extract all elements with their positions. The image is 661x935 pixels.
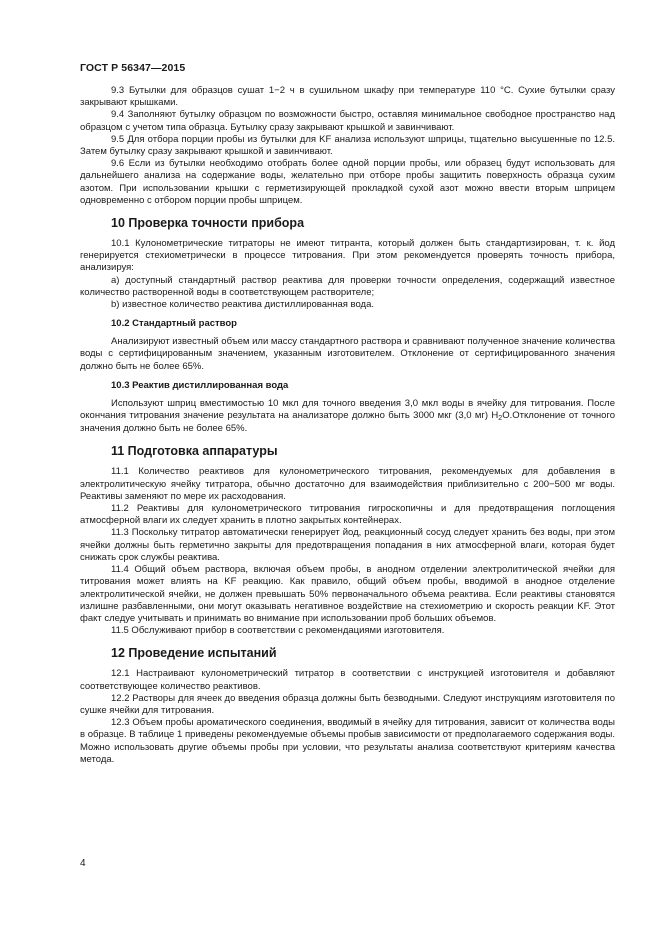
paragraph-11-4: 11.4 Общий объем раствора, включая объем пробы, в анодном отделении электролитической ячейки для титрования может влиять на KF реакцию. Как правило, общий объем пробы, вводимой в анодное отделение электролитической ячейки, не должен превышать 50% первоначального объема реактива. Если реактивы становятся излишне разбавленными, они могут оказывать негативное воздействие на стехиометрию и скорость реакции KF. Этот факт следуе учитывать и принимать во внимание при использовании проб больших объемов. [80, 564, 615, 624]
paragraph-10-2: Анализируют известный объем или массу стандартного раствора и сравнивают полученное значение количества воды с сертифицированным значением, указанным изготовителем. Отклонение от сертифицированного значения должно быть не более 65%. [80, 336, 615, 372]
paragraph-11-1: 11.1 Количество реактивов для кулонометрического титрования, рекомендуемых для добавления в электролитическую ячейку титратора, обычно достаточно для взаимодействия приблизительно с 200−500 мг воды. Реактивы заменяют по мере их расходования. [80, 466, 615, 502]
paragraph-12-1: 12.1 Настраивают кулонометрический титратор в соответствии с инструкцией изготовителя и добавляют соответствующее количество реактивов. [80, 668, 615, 692]
page-number: 4 [80, 858, 86, 869]
paragraph-10-1: 10.1 Кулонометрические титраторы не имеют титранта, который должен быть стандартизирован, т. к. йод генерируется стехиометрически в процессе титрования. При этом рекомендуется проверять точность прибора, анализируя: [80, 238, 615, 274]
paragraph-12-2: 12.2 Растворы для ячеек до введения образца должны быть безводными. Следуют инструкциям изготовителя по сушке ячейки для титрования. [80, 692, 615, 716]
paragraph-10-3 [80, 398, 615, 436]
section-12-title: 12 Проведение испытаний [111, 646, 277, 661]
subsection-10-3-title: 10.3 Реактив дистиллированная вода [111, 379, 289, 391]
paragraph-11-3: 11.3 Поскольку титратор автоматически генерирует йод, реакционный сосуд следует хранить без воды, при этом ячейки должны быть герметично закрыты для предотвращения попадания в них атмосферной влаги, которая будет снижать срок службы реактива. [80, 527, 615, 563]
paragraph-10-3-part-2: O.Отклонение от точного значения должно быть не более 65%. [80, 410, 615, 435]
document-header: ГОСТ Р 56347—2015 [80, 62, 186, 74]
paragraph-11-2: 11.2 Реактивы для кулонометрического титрования гигроскопичны и для предотвращения поглощения атмосферной влаги их следует хранить в плотно закрытых контейнерах. [80, 503, 615, 527]
section-11-title: 11 Подготовка аппаратуры [111, 444, 278, 459]
list-item-a: а) доступный стандартный раствор реактива для проверки точности определения, содержащий известное количество растворенной воды в соответствующем растворителе; [80, 274, 615, 298]
list-item-b: b) известное количество реактива дистиллированная вода. [111, 299, 375, 311]
paragraph-9-3: 9.3 Бутылки для образцов сушат 1−2 ч в сушильном шкафу при температуре 110 °С. Сухие бутылки сразу закрывают крышками. [80, 85, 615, 109]
paragraph-9-6: 9.6 Если из бутылки необходимо отобрать более одной порции пробы, или образец будут использовать для дальнейшего анализа на содержание воды, желательно при отборе пробы защитить поверхность образца сухим азотом. При использовании крышки с герметизирующей прокладкой сухой азот можно ввести вторым шприцем одновременно с отбором порции пробы шприцем. [80, 158, 615, 206]
paragraph-11-5: 11.5 Обслуживают прибор в соответствии с рекомендациями изготовителя. [111, 625, 445, 637]
paragraph-12-3: 12.3 Объем пробы ароматического соединения, вводимый в ячейку для титрования, зависит от количества воды в образце. В таблице 1 приведены рекомендуемые объемы пробыв зависимости от предполагаемого содержания воды. Можно использовать другие объемы пробы при условии, что результаты анализа соответствуют критериям качества метода. [80, 717, 615, 765]
paragraph-10-3-part-1: Используют шприц вместимостью 10 мкл для точного введения 3,0 мкл воды в ячейку для титрования. После окончания титрования значение результата на анализаторе должно быть 3000 мкг (3,0 мг) H [80, 397, 615, 422]
document-page [80, 62, 615, 766]
section-10-title: 10 Проверка точности прибора [111, 216, 305, 231]
subscript-2: 2 [498, 415, 503, 423]
paragraph-9-5: 9.5 Для отбора порции пробы из бутылки для KF анализа используют шприцы, тщательно высушенные по 12.5. Затем бутылку сразу закрывают крышкой и завинчивают. [80, 133, 615, 158]
paragraph-9-4: 9.4 Заполняют бутылку образцом по возможности быстро, оставляя минимальное свободное пространство над образцом с учетом типа образца. Бутылку сразу закрывают крышкой и завинчивают. [80, 109, 615, 133]
subsection-10-2-title: 10.2 Стандартный раствор [111, 318, 237, 330]
